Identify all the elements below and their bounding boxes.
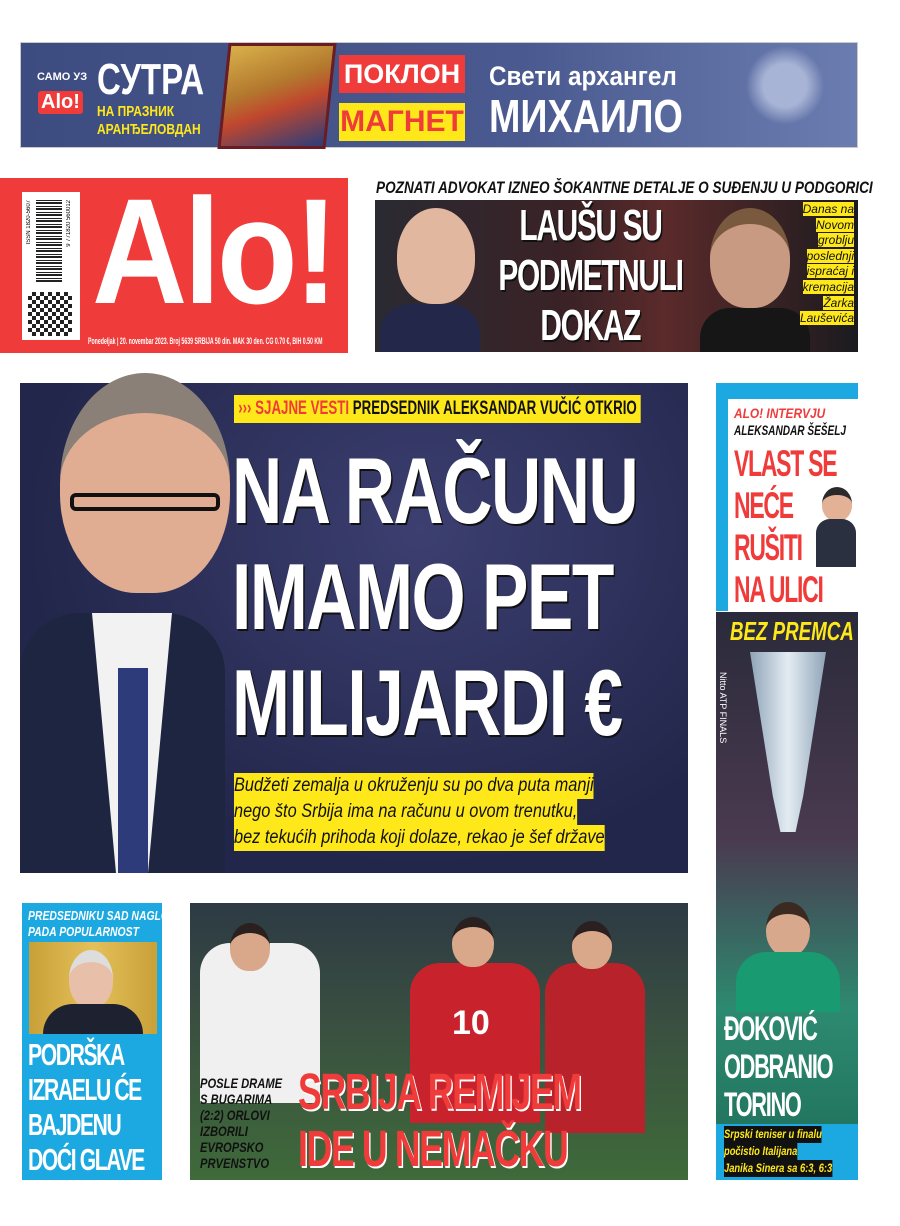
archangel-fresco-image [711, 43, 859, 149]
banner-gift: ПОКЛОН [339, 55, 465, 93]
football-headline-2: IDE U NEMAČKU [298, 1120, 568, 1177]
actor-photo [710, 208, 790, 308]
tennis-headline-1: ĐOKOVIĆ [724, 1010, 817, 1048]
football-deck-3: (2:2) ORLOVI [200, 1107, 270, 1123]
interview-headline-3: RUŠITI [734, 527, 802, 568]
banner-alo-logo: Alo! [38, 91, 83, 114]
tennis-deck-2: počistio Italijana [724, 1144, 798, 1158]
main-deck-1: Budžeti zemalja u okruženju su po dva puta manji [234, 773, 594, 799]
main-headline-2: IMAMO PET [232, 544, 613, 649]
side-note-7: Žarka [823, 295, 854, 310]
trophy [750, 652, 826, 832]
djokovic-photo [766, 902, 810, 956]
barcode [22, 192, 80, 340]
side-note-3: groblju [817, 233, 854, 248]
football-deck-4: IZBORILI [200, 1123, 248, 1139]
tennis-deck-1: Srpski teniser u finalu [724, 1127, 822, 1141]
banner-saint-2: МИХАИЛО [489, 90, 683, 142]
interview-tag: ALO! INTERVJU [734, 405, 826, 421]
football-deck-5: EVROPSKO [200, 1139, 264, 1155]
main-deck-3: bez tekućih prihoda koji dolaze, rekao je šef države [234, 825, 605, 851]
side-note-2: Novom [815, 217, 854, 232]
biden-kicker-1: PREDSEDNIKU SAD NAGLO [28, 908, 169, 923]
main-deck-2: nego što Srbija ima na računu u ovom trenutku, [234, 799, 577, 825]
top-headline-1: LAUŠU SU [518, 201, 662, 250]
tennis-headline-2: ODBRANIO [724, 1048, 833, 1086]
biden-kicker-2: PADA POPULARNOST [28, 924, 139, 939]
tennis-kicker: BEZ PREMCA [730, 616, 854, 646]
side-note-1: Danas na [802, 202, 854, 216]
dateline: Ponedeljak | 20. novembar 2023. Broj 5639 SRBIJA 50 din. MAK 30 den. CG 0.70 €, BIH 0.50 KM [88, 336, 323, 346]
football-deck-1: POSLE DRAME [200, 1075, 283, 1091]
issn: ISSN 1820-5607 [26, 200, 32, 245]
banner-magnet: МАГНЕТ [339, 103, 465, 141]
top-headline-2: PODMETNULI [497, 251, 683, 300]
interview-headline-2: NEĆE [734, 485, 793, 526]
main-kicker: PREDSEDNIK ALEKSANDAR VUČIĆ OTKRIO [352, 398, 637, 419]
banner-holiday-1: НА ПРАЗНИК [97, 103, 175, 120]
football-headline-1: SRBIJA REMIJEM [298, 1063, 581, 1120]
archangel-icon-image [217, 43, 336, 149]
football-story[interactable] [190, 903, 688, 1180]
trophy-text: Nitto ATP FINALS [718, 672, 728, 744]
side-note-6: kremacija [802, 279, 854, 294]
promo-banner[interactable] [20, 42, 858, 148]
biden-story[interactable] [22, 903, 169, 1180]
banner-tomorrow: СУТРА [97, 55, 205, 104]
qr-code[interactable] [28, 292, 72, 336]
lawyer-photo [397, 208, 475, 304]
interview-name: ALEKSANDAR ŠEŠELJ [734, 422, 847, 438]
vucic-photo [60, 373, 230, 593]
banner-only-with: САМО УЗ [37, 71, 88, 83]
banner-saint-1: Свети архангел [489, 61, 677, 91]
jersey-number: 10 [452, 1004, 490, 1042]
tennis-deck-3: Janika Sinera sa 6:3, 6:3 [724, 1161, 833, 1175]
main-headline-3: MILIJARDI € [232, 650, 622, 755]
banner-holiday-2: АРАНЂЕЛОВДАН [97, 121, 201, 138]
alo-logo[interactable]: Alo! [92, 167, 335, 335]
side-note-8: Lauševića [799, 311, 854, 326]
interview-headline-4: NA ULICI [734, 569, 823, 610]
main-headline-1: NA RAČUNU [232, 438, 638, 543]
tennis-headline-3: TORINO [724, 1086, 801, 1124]
biden-headline-2: IZRAELU ĆE [28, 1072, 141, 1107]
top-story-photo[interactable] [375, 200, 858, 352]
interview-headline-1: VLAST SE [734, 443, 837, 484]
football-deck-2: S BUGARIMA [200, 1091, 273, 1107]
biden-headline-3: BAJDENU [28, 1107, 121, 1142]
side-note-4: poslednji [806, 248, 854, 263]
interview-box[interactable] [716, 383, 858, 611]
top-story-kicker[interactable]: POZNATI ADVOKAT IZNEO ŠOKANTNE DETALJE O SUĐENJU U PODGORICI [376, 178, 873, 197]
biden-headline-4: DOĆI GLAVE [28, 1142, 145, 1177]
glasses [70, 493, 220, 511]
football-deck-6: PRVENSTVO [200, 1155, 270, 1171]
biden-photo [29, 942, 157, 1034]
tennis-story[interactable] [716, 612, 858, 1180]
top-headline-3: DOKAZ [540, 301, 640, 350]
barcode-number: 9 771820 560012 [66, 200, 72, 247]
side-note-5: ispraćaj i [806, 264, 854, 279]
barcode-bars [36, 200, 62, 282]
biden-headline-1: PODRŠKA [28, 1037, 124, 1072]
main-story[interactable] [20, 383, 688, 873]
main-kicker-tag: ››› SJAJNE VESTI [238, 398, 350, 419]
